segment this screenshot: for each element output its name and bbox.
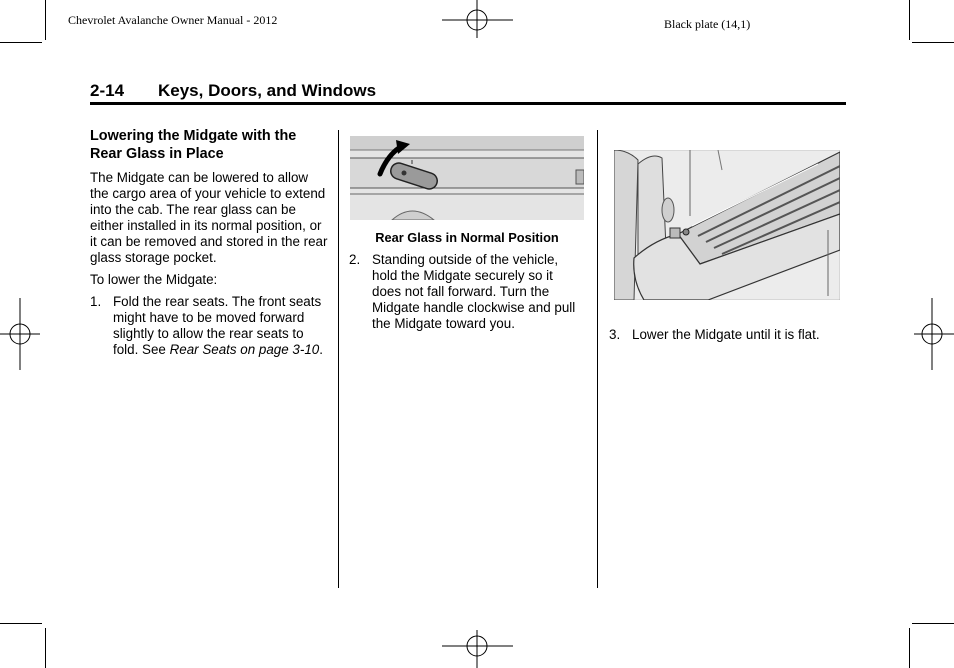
step-text: Standing outside of the vehicle, hold the Midgate securely so it does not fall forward. Turn the Midgate handle clockwise and pull the Midgate toward you. [372, 252, 576, 331]
column-3 [609, 327, 849, 343]
figure-caption: Rear Glass in Normal Position [375, 230, 559, 245]
rear-glass-illustration [350, 136, 584, 220]
column-divider-1 [338, 130, 339, 588]
column-2 [349, 252, 585, 332]
running-header-right: Black plate (14,1) [664, 17, 751, 31]
intro-paragraph: The Midgate can be lowered to allow the cargo area of your vehicle to extend into the cab. The rear glass can be either installed in its normal position, or it can be removed and stored in the rear glass storage pocket. [90, 170, 328, 265]
cross-reference-link[interactable]: Rear Seats on page 3-10 [169, 342, 320, 357]
step-2 [349, 252, 585, 332]
step-3 [609, 327, 849, 343]
step-number: 3. [609, 327, 621, 342]
section-rule [90, 102, 846, 105]
midgate-lowered-illustration [614, 150, 840, 300]
step-number: 2. [349, 252, 361, 267]
column-1 [90, 127, 330, 358]
subsection-heading: Lowering the Midgate with the Rear Glass in Place [90, 128, 297, 162]
running-header-left: Chevrolet Avalanche Owner Manual - 2012 [68, 13, 278, 27]
procedure-steps [90, 294, 330, 358]
column-divider-2 [597, 130, 598, 588]
section-title: Keys, Doors, and Windows [158, 81, 377, 100]
registration-mark-right [910, 298, 954, 370]
step-end: . [319, 342, 323, 357]
step-1 [90, 294, 330, 358]
step-text: Fold the rear seats. The front seats might have to be moved forward slightly to allow the rear seats to fold. See [113, 294, 322, 357]
registration-mark-left [0, 298, 44, 370]
section-number: 2-14 [90, 81, 125, 100]
procedure-steps-continued [349, 252, 585, 332]
step-number: 1. [90, 294, 102, 309]
procedure-steps-final [609, 327, 849, 343]
registration-mark-top [440, 0, 515, 42]
registration-mark-bottom [440, 626, 515, 668]
step-text: Lower the Midgate until it is flat. [632, 327, 820, 342]
section-header [90, 80, 846, 102]
procedure-lead: To lower the Midgate: [90, 272, 218, 287]
